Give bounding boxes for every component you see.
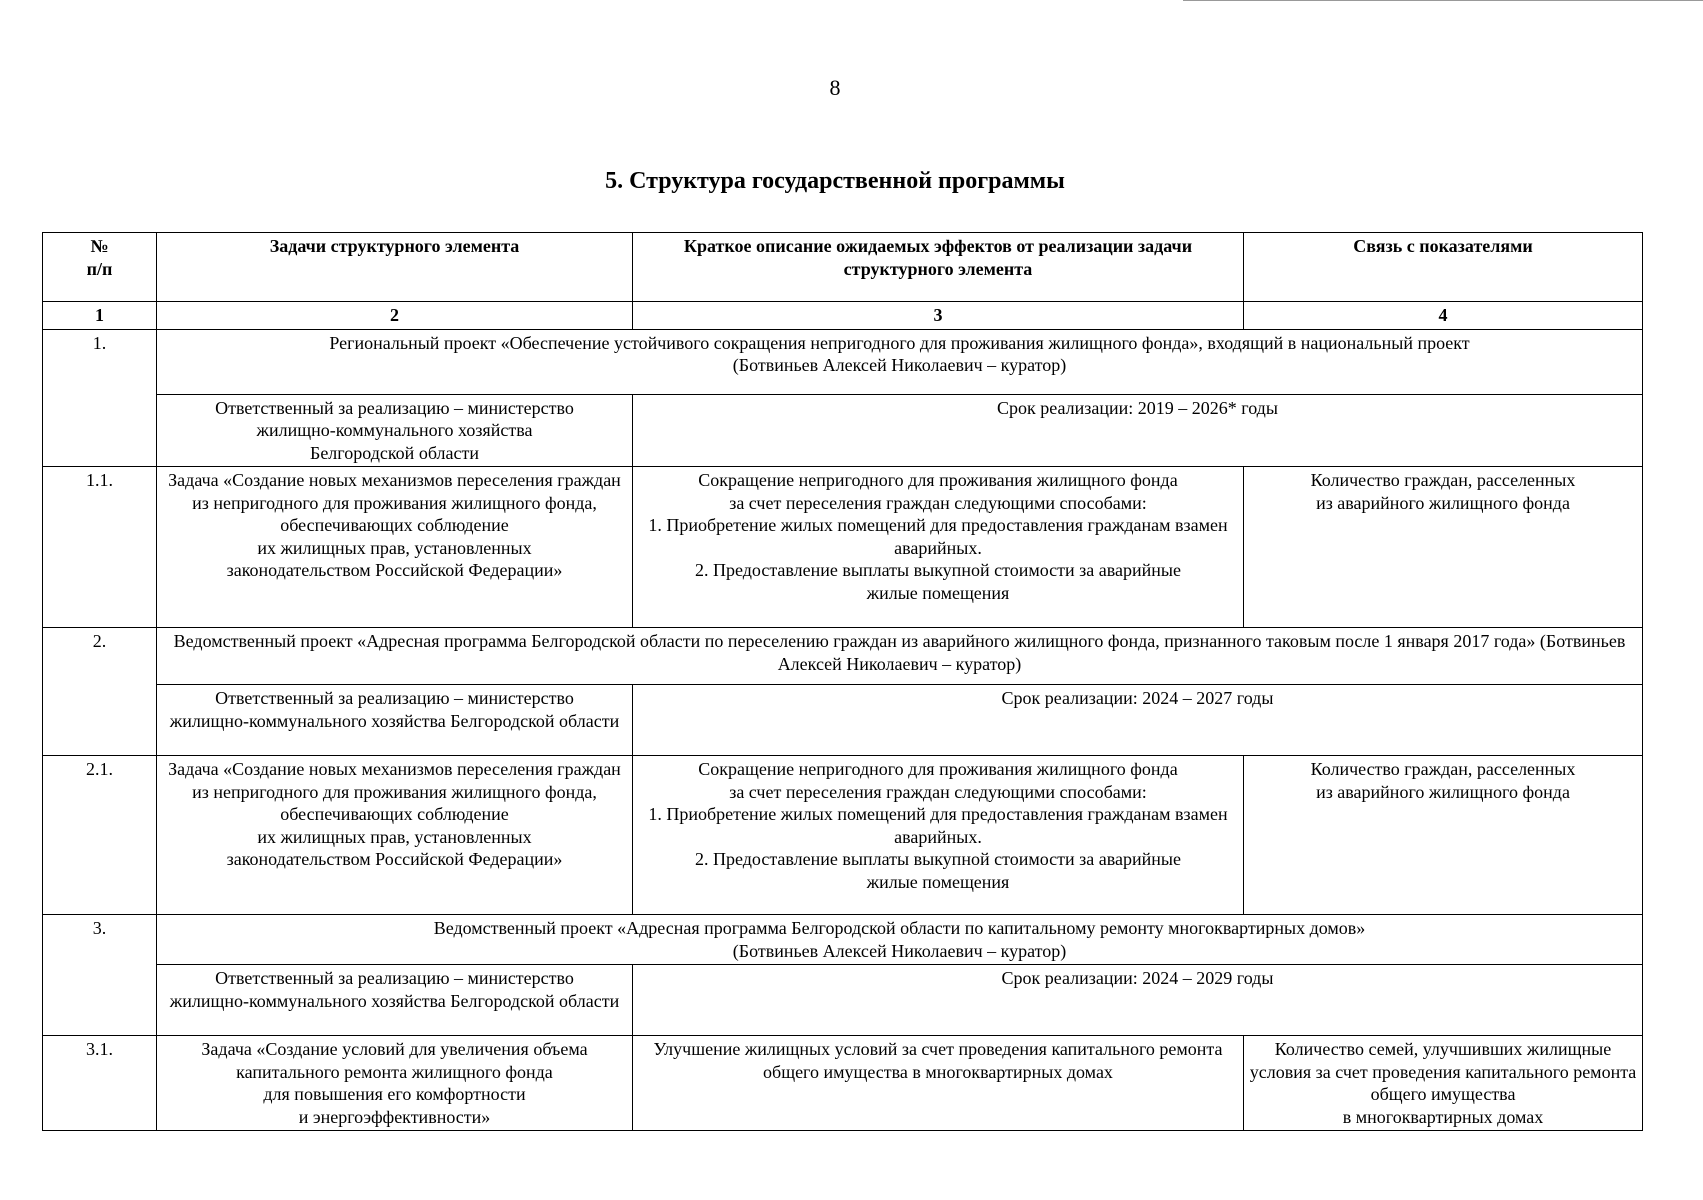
project-title: Ведомственный проект «Адресная программа Белгородской области по капитальному ремонту многоквартирных домов» (Ботвиньев Алексей Николаевич – куратор) (157, 915, 1643, 965)
task-effect: Улучшение жилищных условий за счет проведения капитального ремонта общего имущества в многоквартирных домах (633, 1036, 1244, 1131)
task-number: 2.1. (43, 756, 157, 915)
responsible-row (43, 965, 1643, 1036)
project-row (43, 628, 1643, 685)
section-number: 1. (43, 329, 157, 467)
column-number: 2 (157, 302, 633, 330)
task-text: Задача «Создание новых механизмов переселения граждан из непригодного для проживания жилищного фонда, обеспечивающих соблюдение их жилищных прав, установленных законодательством Российской Федерации» (157, 756, 633, 915)
page-number: 8 (829, 75, 841, 100)
program-structure-table (42, 232, 1643, 1131)
responsible-row (43, 685, 1643, 756)
task-effect: Сокращение непригодного для проживания жилищного фонда за счет переселения граждан следующими способами: 1. Приобретение жилых помещений для предоставления гражданам взамен аварийных. 2. Предоставление выплаты выкупной стоимости за аварийные жилые помещения (633, 467, 1244, 628)
column-numbers-row (43, 302, 1643, 330)
responsible-cell: Ответственный за реализацию – министерство жилищно-коммунального хозяйства Белгородской области (157, 394, 633, 467)
task-indicator: Количество граждан, расселенных из аварийного жилищного фонда (1244, 756, 1643, 915)
task-number: 1.1. (43, 467, 157, 628)
section-number: 3. (43, 915, 157, 1036)
column-number: 3 (633, 302, 1244, 330)
header-number: № п/п (43, 233, 157, 302)
header-effects: Краткое описание ожидаемых эффектов от реализации задачи структурного элемента (633, 233, 1244, 302)
header-tasks: Задачи структурного элемента (157, 233, 633, 302)
term-cell: Срок реализации: 2024 – 2029 годы (633, 965, 1643, 1036)
project-title: Региональный проект «Обеспечение устойчивого сокращения непригодного для проживания жилищного фонда», входящий в национальный проект (Ботвиньев Алексей Николаевич – куратор) (157, 329, 1643, 394)
task-indicator: Количество семей, улучшивших жилищные условия за счет проведения капитального ремонта общего имущества в многоквартирных домах (1244, 1036, 1643, 1131)
task-text: Задача «Создание условий для увеличения объема капитального ремонта жилищного фонда для повышения его комфортности и энергоэффективности» (157, 1036, 633, 1131)
task-indicator: Количество граждан, расселенных из аварийного жилищного фонда (1244, 467, 1643, 628)
project-title: Ведомственный проект «Адресная программа Белгородской области по переселению граждан из аварийного жилищного фонда, признанного таковым после 1 января 2017 года» (Ботвиньев Алексей Николаевич – куратор) (157, 628, 1643, 685)
term-cell: Срок реализации: 2019 – 2026* годы (633, 394, 1643, 467)
task-row (43, 1036, 1643, 1131)
task-row (43, 756, 1643, 915)
column-number: 1 (43, 302, 157, 330)
page-title: 5. Структура государственной программы (605, 168, 1065, 194)
scan-edge-line (1183, 0, 1703, 1)
task-text: Задача «Создание новых механизмов переселения граждан из непригодного для проживания жилищного фонда, обеспечивающих соблюдение их жилищных прав, установленных законодательством Российской Федерации» (157, 467, 633, 628)
column-number: 4 (1244, 302, 1643, 330)
section-number: 2. (43, 628, 157, 756)
task-row (43, 467, 1643, 628)
responsible-cell: Ответственный за реализацию – министерство жилищно-коммунального хозяйства Белгородской области (157, 965, 633, 1036)
table-header-row (43, 233, 1643, 302)
term-cell: Срок реализации: 2024 – 2027 годы (633, 685, 1643, 756)
responsible-row (43, 394, 1643, 467)
project-row (43, 329, 1643, 394)
task-number: 3.1. (43, 1036, 157, 1131)
task-effect: Сокращение непригодного для проживания жилищного фонда за счет переселения граждан следующими способами: 1. Приобретение жилых помещений для предоставления гражданам взамен аварийных. 2. Предоставление выплаты выкупной стоимости за аварийные жилые помещения (633, 756, 1244, 915)
header-indicators: Связь с показателями (1244, 233, 1643, 302)
responsible-cell: Ответственный за реализацию – министерство жилищно-коммунального хозяйства Белгородской области (157, 685, 633, 756)
project-row (43, 915, 1643, 965)
